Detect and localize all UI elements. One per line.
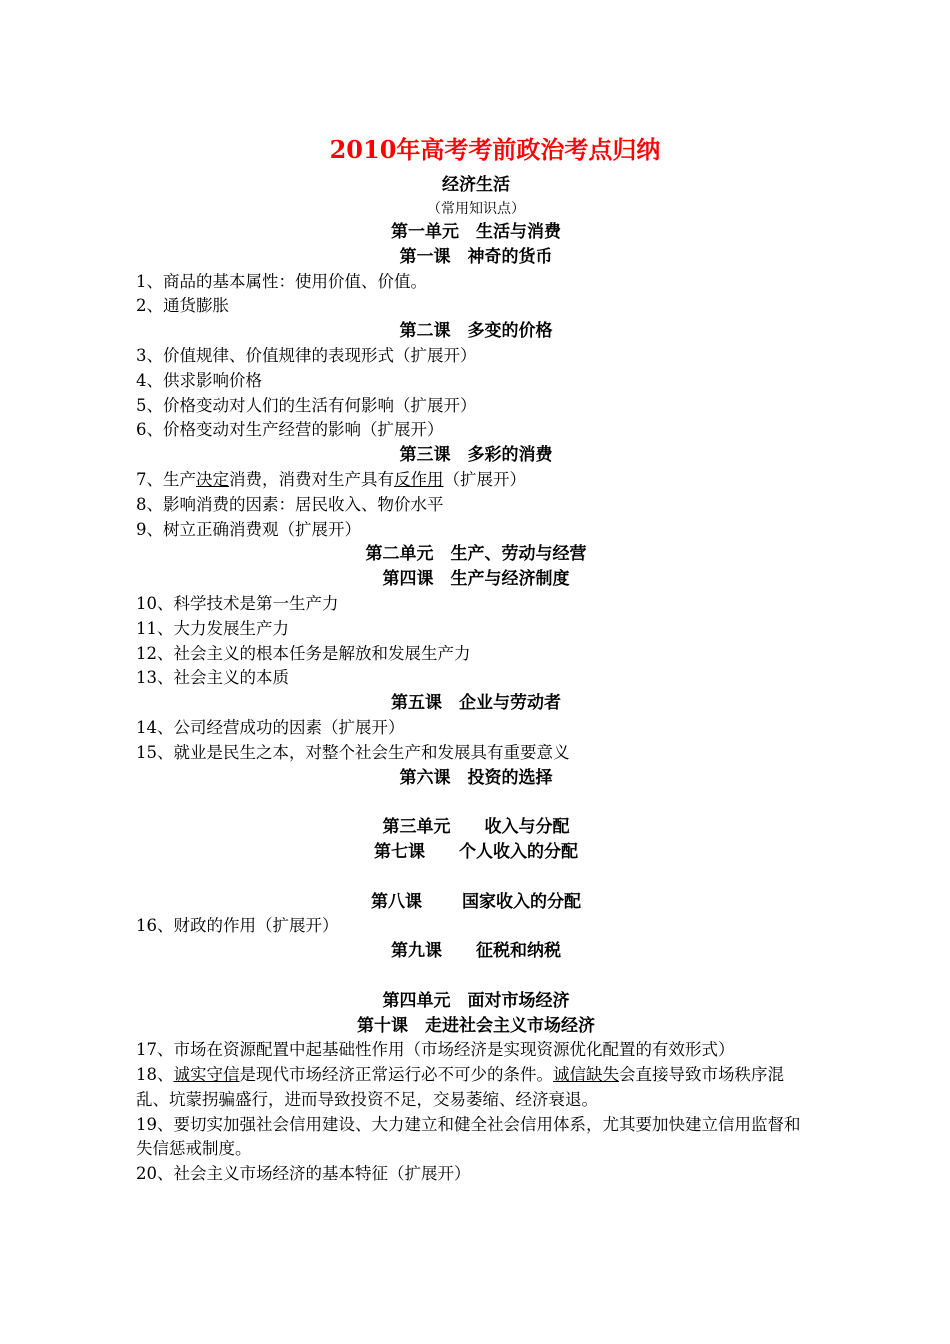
list-item [136,1063,816,1113]
item-text: 11、大力发展生产力 [136,618,289,638]
list-item [136,493,816,518]
list-item [136,1113,816,1163]
section-heading: 第二单元 生产、劳动与经营 [365,544,587,565]
item-text: 19、要切实加强社会信用建设、大力建立和健全社会信用体系，尤其要加快建立信用监督和失信惩戒制度。 [136,1114,801,1159]
item-text: 10、科学技术是第一生产力 [136,593,339,613]
list-item [136,666,816,691]
section-heading: 第一单元 生活与消费 [391,222,561,242]
list-item [136,642,816,667]
section-heading: 第五课 企业与劳动者 [391,693,561,714]
list-item [136,418,816,443]
item-text: 15、就业是民生之本，对整个社会生产和发展具有重要意义 [136,742,570,762]
underlined-text: 反作用 [394,469,444,489]
item-text: 8、影响消费的因素：居民收入、物价水平 [136,494,444,514]
list-item [136,270,816,295]
section-heading: 第六课 投资的选择 [399,767,553,788]
item-text: （扩展开） [443,469,526,489]
section-heading: 第七课 个人收入的分配 [374,841,578,862]
document-body [136,220,816,1187]
document-title: 2010年高考考前政治考点归纳 [329,135,661,164]
item-text: 消费，消费对生产具有 [229,469,394,489]
section-heading: 第一课 神奇的货币 [399,246,553,267]
section-heading: 第九课 征税和纳税 [391,941,561,962]
item-text: 5、价格变动对人们的生活有何影响（扩展开） [136,395,477,415]
blank-line [136,790,816,815]
item-text: 会直接导致市场秩序混乱、坑蒙拐骗盛行，进而导致投资不足，交易萎缩、经济衰退。 [136,1065,784,1109]
item-text: 3、价值规律、价值规律的表现形式（扩展开） [136,345,477,365]
list-item [136,741,816,766]
item-text: 是现代市场经济正常运行必不可少的条件。 [239,1065,553,1085]
underlined-text: 诚实守信 [173,1065,240,1085]
item-text: 2、通货膨胀 [136,296,229,316]
item-text: 6、价格变动对生产经营的影响（扩展开） [136,420,444,440]
item-text: 12、社会主义的根本任务是解放和发展生产力 [136,643,471,663]
list-item [136,914,816,939]
item-text: 1、商品的基本属性：使用价值、价值。 [136,271,427,291]
section-heading: 第十课 走进社会主义市场经济 [357,1015,595,1036]
section-heading: 第三课 多彩的消费 [399,445,553,466]
item-text: 20、社会主义市场经济的基本特征（扩展开） [136,1164,471,1184]
item-text: 14、公司经营成功的因素（扩展开） [136,717,405,737]
blank-line [136,865,816,890]
item-text: 7、生产 [136,469,196,489]
list-item [136,1038,816,1063]
list-item [136,394,816,419]
list-item [136,468,816,493]
list-item [136,294,816,319]
list-item [136,1162,816,1187]
item-text: 16、财政的作用（扩展开） [136,916,339,936]
section-heading: 第二课 多变的价格 [399,321,553,342]
blank-line [136,964,816,989]
list-item [136,344,816,369]
item-text: 17、市场在资源配置中起基础性作用（市场经济是实现资源优化配置的有效形式） [136,1040,735,1060]
underlined-text: 诚信缺失 [553,1065,619,1085]
section-heading: 第八课 国家收入的分配 [371,891,581,912]
item-text: 13、社会主义的本质 [136,668,289,688]
document-note: （常用知识点） [427,201,525,217]
list-item [136,369,816,394]
document-subject: 经济生活 [442,175,510,195]
item-text: 9、树立正确消费观（扩展开） [136,519,361,539]
document-page [136,132,816,1187]
section-heading: 第四课 生产与经济制度 [382,569,570,590]
section-heading: 第四单元 面对市场经济 [382,990,570,1011]
list-item [136,716,816,741]
list-item [136,518,816,543]
underlined-text: 决定 [196,469,229,489]
list-item [136,617,816,642]
item-text: 18、 [136,1065,174,1085]
section-heading: 第三单元 收入与分配 [382,817,570,838]
item-text: 4、供求影响价格 [136,370,262,390]
list-item [136,592,816,617]
